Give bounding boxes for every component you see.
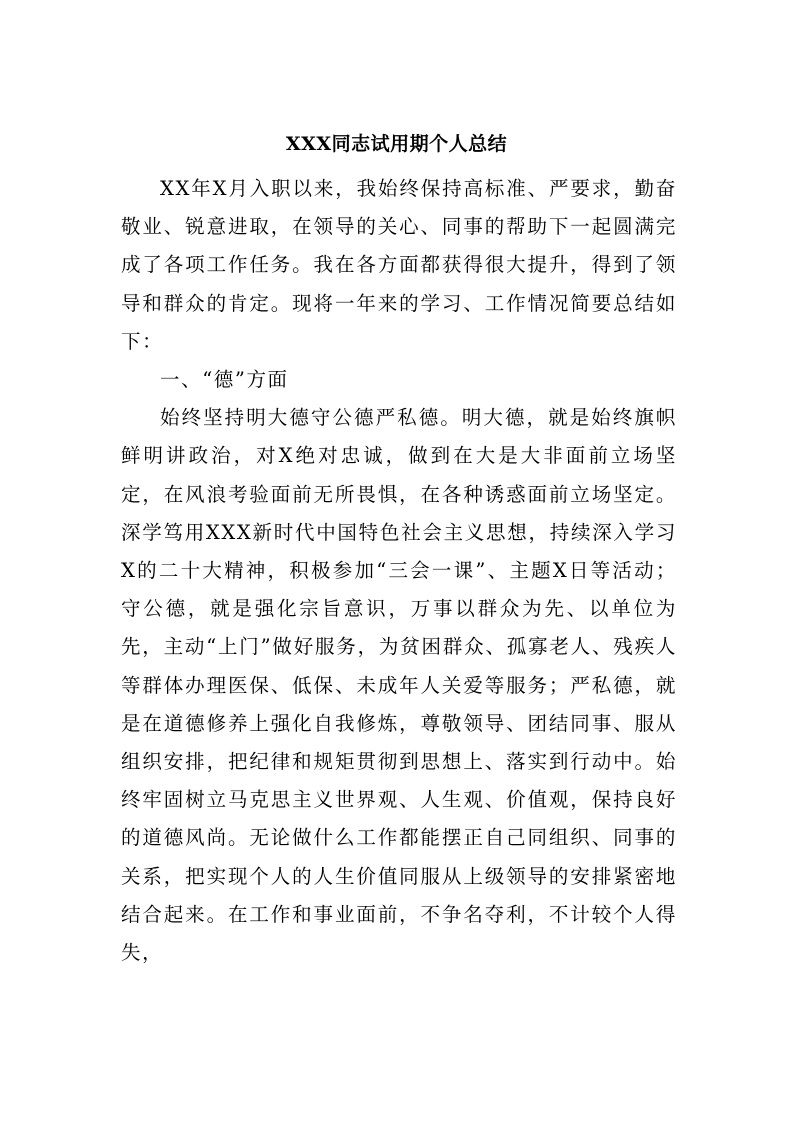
intro-paragraph: XX年X月入职以来，我始终保持高标准、严要求，勤奋敬业、锐意进取，在领导的关心、同事的帮助下一起圆满完成了各项工作任务。我在各方面都获得很大提升，得到了领导和群众的肯定。现将一年来的学习、工作情况简要总结如下： [121,177,677,353]
document-title: XXX同志试用期个人总结 [285,133,508,155]
section-heading: 一、“德”方面 [160,368,289,392]
document-body [121,170,677,972]
body-paragraph: 始终坚持明大德守公德严私德。明大德，就是始终旗帜鲜明讲政治，对X绝对忠诚，做到在大是大非面前立场坚定，在风浪考验面前无所畏惧，在各种诱惑面前立场坚定。深学笃用XXX新时代中国特色社会主义思想，持续深入学习X的二十大精神，积极参加“三会一课”、主题X日等活动；守公德，就是强化宗旨意识，万事以群众为先、以单位为先，主动“上门”做好服务，为贫困群众、孤寡老人、残疾人等群体办理医保、低保、未成年人关爱等服务；严私德，就是在道德修养上强化自我修炼，尊敬领导、团结同事、服从组织安排，把纪律和规矩贯彻到思想上、落实到行动中。始终牢固树立马克思主义世界观、人生观、价值观，保持良好的道德风尚。无论做什么工作都能摆正自己同组织、同事的关系，把实现个人的人生价值同服从上级领导的安排紧密地结合起来。在工作和事业面前，不争名夺利，不计较个人得失， [121,406,677,965]
